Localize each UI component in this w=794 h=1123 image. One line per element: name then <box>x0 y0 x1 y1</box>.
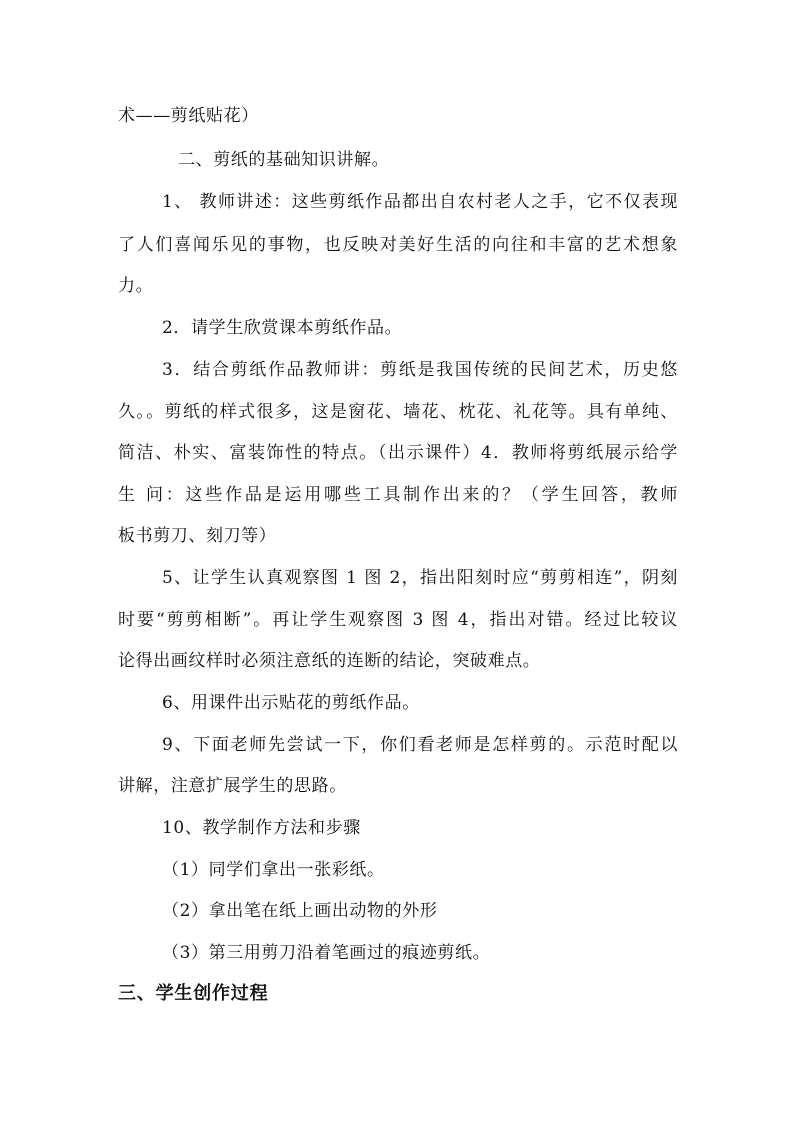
paragraph-line: 论得出画纹样时必须注意纸的连断的结论，突破难点。 <box>118 651 541 671</box>
paragraph-line: 生 问：这些作品是运用哪些工具制作出来的？（学生回答，教师 <box>118 485 678 505</box>
list-item: （3）第三用剪刀沿着笔画过的痕迹剪纸。 <box>162 943 491 963</box>
paragraph-line: 2．请学生欣赏课本剪纸作品。 <box>162 318 403 338</box>
section-heading: 三、学生创作过程 <box>118 983 269 1004</box>
paragraph-line: 板书剪刀、刻刀等） <box>118 526 277 546</box>
paragraph-line: 力。 <box>118 276 154 296</box>
paragraph-line: 3．结合剪纸作品教师讲：剪纸是我国传统的民间艺术，历史悠 <box>162 360 678 380</box>
paragraph-line: 10、教学制作方法和步骤 <box>162 818 361 838</box>
paragraph-line: 1、 教师讲述：这些剪纸作品都出自农村老人之手，它不仅表现 <box>162 192 678 212</box>
paragraph-line: 了人们喜闻乐见的事物，也反映对美好生活的向往和丰富的艺术想象 <box>118 235 678 255</box>
paragraph-line: 时要“剪剪相断”。再让学生观察图 3 图 4，指出对错。经过比较议 <box>118 610 678 630</box>
paragraph-line: 简洁、朴实、富装饰性的特点。（出示课件）4．教师将剪纸展示给学 <box>118 443 678 463</box>
paragraph-line: 5、让学生认真观察图 1 图 2，指出阳刻时应“剪剪相连”，阴刻 <box>162 568 678 588</box>
paragraph-line: 6、用课件出示贴花的剪纸作品。 <box>162 693 420 713</box>
text-line: 术——剪纸贴花） <box>118 106 259 126</box>
section-heading: 二、剪纸的基础知识讲解。 <box>178 150 390 170</box>
paragraph-line: 久。。剪纸的样式很多，这是窗花、墙花、枕花、礼花等。具有单纯、 <box>118 402 678 422</box>
paragraph-line: 9、下面老师先尝试一下，你们看老师是怎样剪的。示范时配以 <box>162 735 678 755</box>
paragraph-line: 讲解，注意扩展学生的思路。 <box>118 776 347 796</box>
list-item: （1）同学们拿出一张彩纸。 <box>162 860 385 880</box>
list-item: （2）拿出笔在纸上画出动物的外形 <box>162 901 438 921</box>
